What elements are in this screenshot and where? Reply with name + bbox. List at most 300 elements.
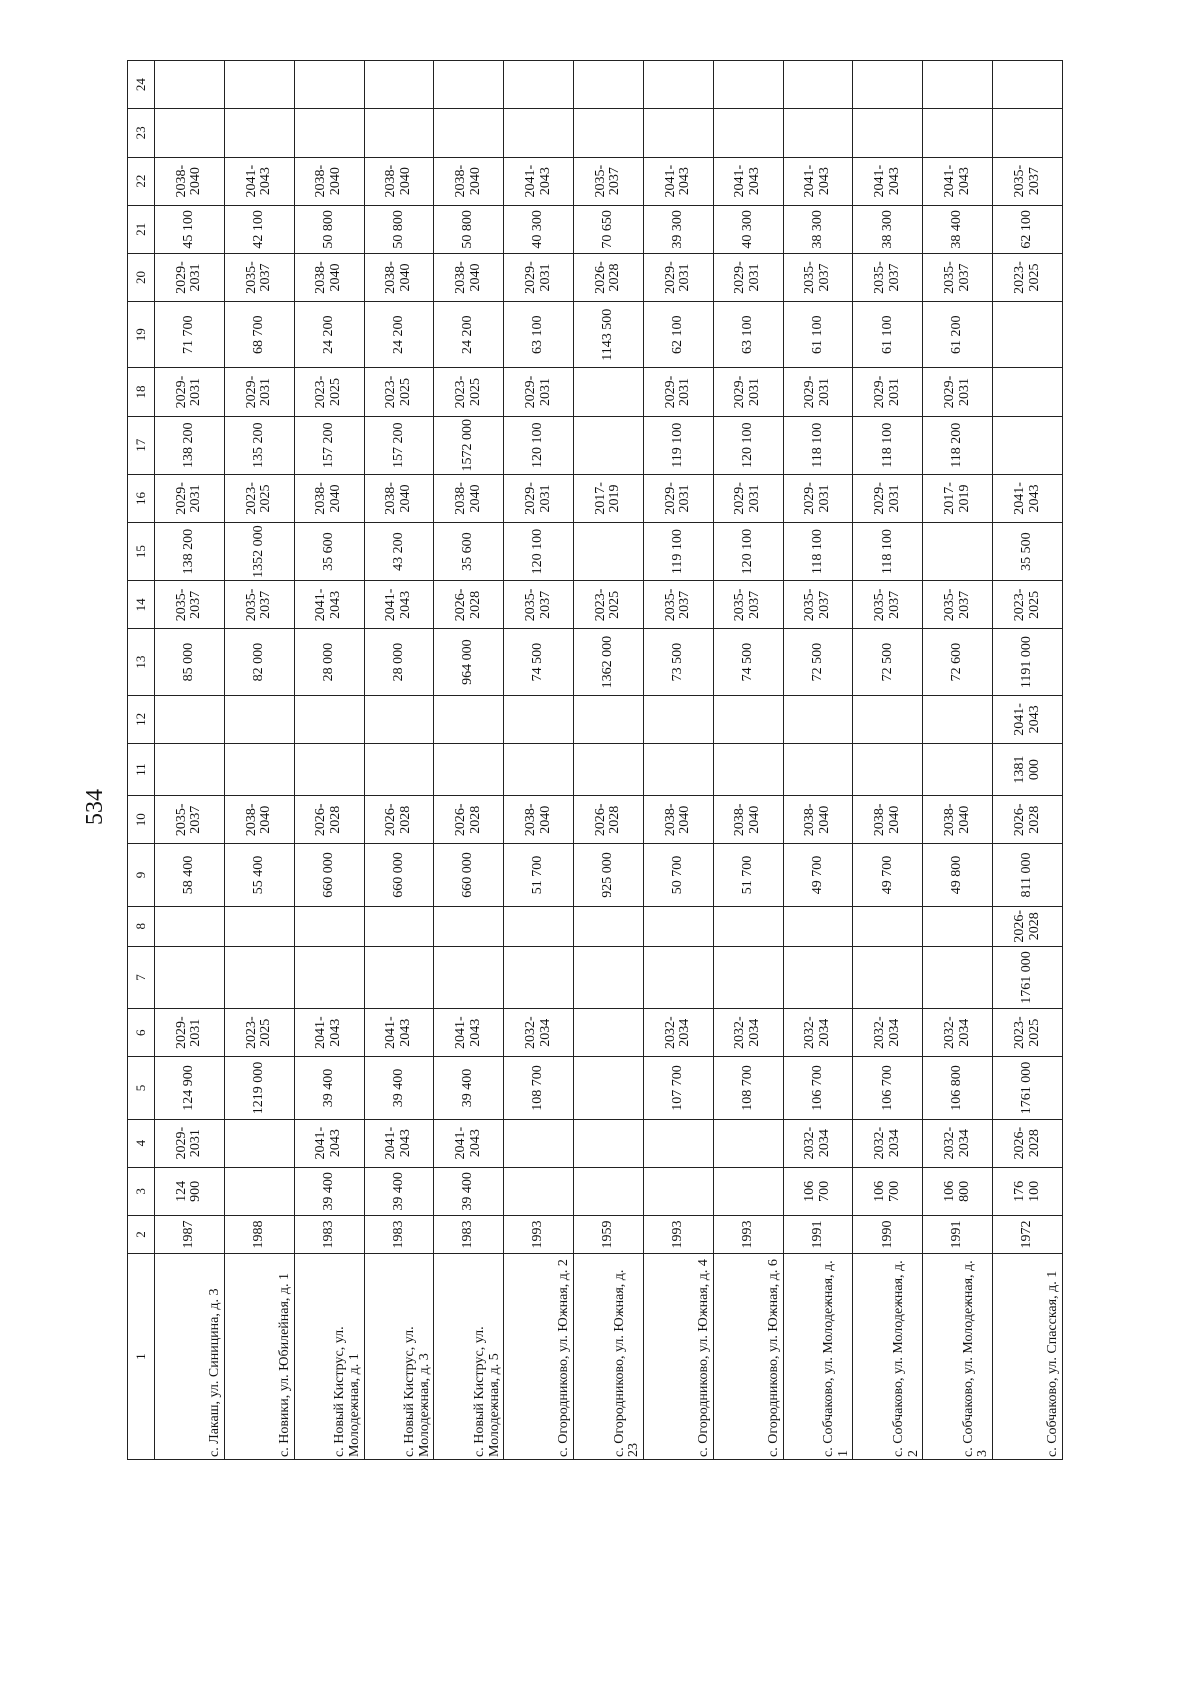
address-cell: с. Собчаково, ул. Спасская, д. 1 [993, 1254, 1063, 1460]
table-cell: 2026-2028 [993, 796, 1063, 844]
table-cell: 2029-2031 [504, 474, 574, 522]
table-cell [713, 61, 783, 109]
table-cell: 2032-2034 [853, 1009, 923, 1057]
table-row [434, 61, 504, 1460]
table-cell: 2041-2043 [853, 157, 923, 205]
table-cell: 2038-2040 [853, 796, 923, 844]
table-cell [853, 743, 923, 795]
table-cell: 2038-2040 [364, 474, 434, 522]
table-cell [224, 695, 294, 743]
table-cell [923, 523, 993, 581]
table-cell: 1993 [504, 1215, 574, 1253]
table-cell: 124 900 [155, 1057, 225, 1119]
table-cell: 38 300 [853, 205, 923, 253]
table-cell: 1381 000 [993, 743, 1063, 795]
table-cell: 2041-2043 [434, 1009, 504, 1057]
table-cell: 2029-2031 [155, 368, 225, 416]
table-cell [783, 109, 853, 157]
table-cell: 1991 [923, 1215, 993, 1253]
table-cell: 1362 000 [574, 629, 644, 695]
table-cell: 2035-2037 [155, 581, 225, 629]
table-cell [853, 695, 923, 743]
table-cell [993, 61, 1063, 109]
table-cell: 2032-2034 [923, 1009, 993, 1057]
column-header: 3 [128, 1167, 155, 1215]
header-row [128, 61, 155, 1460]
table-cell: 50 800 [294, 205, 364, 253]
table-cell: 135 200 [224, 416, 294, 474]
table-cell: 2026-2028 [993, 906, 1063, 946]
table-cell: 2023-2025 [294, 368, 364, 416]
table-cell: 2017-2019 [574, 474, 644, 522]
table-cell [643, 946, 713, 1008]
table-cell: 58 400 [155, 844, 225, 906]
table-cell: 43 200 [364, 523, 434, 581]
table-cell: 2041-2043 [364, 1119, 434, 1167]
table-cell: 42 100 [224, 205, 294, 253]
table-cell [643, 1167, 713, 1215]
table-cell: 71 700 [155, 302, 225, 368]
table-cell [643, 743, 713, 795]
column-header: 4 [128, 1119, 155, 1167]
table-cell [923, 109, 993, 157]
table-cell [574, 368, 644, 416]
table-cell [294, 61, 364, 109]
table-cell [993, 109, 1063, 157]
column-header: 19 [128, 302, 155, 368]
table-cell [155, 61, 225, 109]
table-cell: 49 700 [853, 844, 923, 906]
table-cell: 39 400 [434, 1057, 504, 1119]
table-cell: 2035-2037 [853, 253, 923, 301]
table-cell [434, 61, 504, 109]
column-header: 13 [128, 629, 155, 695]
table-cell: 2035-2037 [574, 157, 644, 205]
table-cell [574, 1167, 644, 1215]
table-cell: 74 500 [504, 629, 574, 695]
table-cell: 2035-2037 [713, 581, 783, 629]
table-cell: 38 300 [783, 205, 853, 253]
address-cell: с. Огородниково, ул. Южная, д. 23 [574, 1254, 644, 1460]
table-cell: 51 700 [713, 844, 783, 906]
table-cell [923, 743, 993, 795]
table-cell [574, 523, 644, 581]
data-table [127, 60, 1063, 1460]
table-cell [364, 695, 434, 743]
table-cell: 120 100 [713, 416, 783, 474]
table-cell: 119 100 [643, 523, 713, 581]
column-header: 6 [128, 1009, 155, 1057]
table-cell: 2041-2043 [643, 157, 713, 205]
column-header: 10 [128, 796, 155, 844]
table-cell: 2017-2019 [923, 474, 993, 522]
table-cell [783, 61, 853, 109]
table-cell: 85 000 [155, 629, 225, 695]
table-cell: 2041-2043 [923, 157, 993, 205]
table-cell: 68 700 [224, 302, 294, 368]
table-cell: 1991 [783, 1215, 853, 1253]
table-cell: 2023-2025 [364, 368, 434, 416]
table-cell [783, 743, 853, 795]
table-cell: 107 700 [643, 1057, 713, 1119]
table-cell [783, 946, 853, 1008]
table-cell [224, 61, 294, 109]
table-cell [224, 109, 294, 157]
table-cell [504, 946, 574, 1008]
table-row [923, 61, 993, 1460]
table-frame [127, 60, 1200, 1457]
table-cell: 1987 [155, 1215, 225, 1253]
table-row [713, 61, 783, 1460]
table-cell [574, 946, 644, 1008]
table-cell: 24 200 [294, 302, 364, 368]
table-cell: 2032-2034 [713, 1009, 783, 1057]
table-cell [574, 109, 644, 157]
table-cell: 40 300 [504, 205, 574, 253]
table-cell: 2029-2031 [155, 1119, 225, 1167]
table-row [155, 61, 225, 1460]
table-row [504, 61, 574, 1460]
table-cell [574, 695, 644, 743]
column-header: 11 [128, 743, 155, 795]
table-cell [294, 695, 364, 743]
table-cell: 70 650 [574, 205, 644, 253]
table-cell [643, 906, 713, 946]
table-cell: 39 400 [434, 1167, 504, 1215]
table-cell: 1143 500 [574, 302, 644, 368]
table-cell [853, 906, 923, 946]
table-cell: 2035-2037 [923, 253, 993, 301]
table-cell: 157 200 [364, 416, 434, 474]
table-cell: 2035-2037 [853, 581, 923, 629]
table-cell: 2026-2028 [574, 796, 644, 844]
table-cell: 2029-2031 [504, 368, 574, 416]
table-cell: 2029-2031 [783, 368, 853, 416]
address-cell: с. Огородниково, ул. Южная, д. 2 [504, 1254, 574, 1460]
table-cell: 2035-2037 [643, 581, 713, 629]
table-cell: 2029-2031 [643, 368, 713, 416]
table-cell: 35 600 [294, 523, 364, 581]
column-header: 16 [128, 474, 155, 522]
table-cell: 120 100 [713, 523, 783, 581]
table-row [643, 61, 713, 1460]
table-cell [713, 946, 783, 1008]
table-row [224, 61, 294, 1460]
table-cell: 2029-2031 [713, 368, 783, 416]
table-cell: 106 700 [783, 1057, 853, 1119]
table-cell: 106 700 [853, 1057, 923, 1119]
table-cell: 964 000 [434, 629, 504, 695]
table-cell [224, 1167, 294, 1215]
table-cell: 63 100 [713, 302, 783, 368]
table-cell: 106 800 [923, 1167, 993, 1215]
table-cell: 28 000 [364, 629, 434, 695]
column-header: 18 [128, 368, 155, 416]
table-cell: 50 800 [434, 205, 504, 253]
table-cell [574, 1119, 644, 1167]
table-cell: 2041-2043 [713, 157, 783, 205]
table-cell: 72 500 [853, 629, 923, 695]
table-cell: 1761 000 [993, 1057, 1063, 1119]
table-cell [713, 695, 783, 743]
table-body [155, 61, 1063, 1460]
table-cell: 24 200 [434, 302, 504, 368]
table-cell: 925 000 [574, 844, 644, 906]
table-cell [364, 109, 434, 157]
column-header: 21 [128, 205, 155, 253]
table-cell: 2026-2028 [364, 796, 434, 844]
table-cell: 2038-2040 [224, 796, 294, 844]
table-cell: 2035-2037 [224, 581, 294, 629]
table-cell [155, 946, 225, 1008]
table-cell: 2023-2025 [574, 581, 644, 629]
table-cell [713, 109, 783, 157]
table-cell: 72 600 [923, 629, 993, 695]
table-cell: 2035-2037 [993, 157, 1063, 205]
table-cell [155, 906, 225, 946]
address-cell: с. Новый Киструс, ул. Молодежная, д. 5 [434, 1254, 504, 1460]
table-cell [574, 1057, 644, 1119]
table-cell: 2023-2025 [224, 1009, 294, 1057]
table-cell: 120 100 [504, 523, 574, 581]
table-cell: 2038-2040 [155, 157, 225, 205]
table-cell: 2041-2043 [993, 695, 1063, 743]
table-cell: 35 600 [434, 523, 504, 581]
table-cell [574, 61, 644, 109]
table-cell: 2029-2031 [643, 253, 713, 301]
table-cell: 1990 [853, 1215, 923, 1253]
table-cell: 2041-2043 [434, 1119, 504, 1167]
table-cell: 157 200 [294, 416, 364, 474]
table-cell: 62 100 [643, 302, 713, 368]
table-cell [504, 906, 574, 946]
table-cell: 2023-2025 [993, 1009, 1063, 1057]
table-cell: 49 700 [783, 844, 853, 906]
address-cell: с. Собчаково, ул. Молодежная, д. 3 [923, 1254, 993, 1460]
table-cell [713, 1119, 783, 1167]
table-cell [993, 302, 1063, 368]
table-cell [923, 61, 993, 109]
table-cell [853, 61, 923, 109]
table-cell: 50 700 [643, 844, 713, 906]
table-cell: 1572 000 [434, 416, 504, 474]
table-cell [364, 61, 434, 109]
table-cell: 2041-2043 [294, 1009, 364, 1057]
table-cell [294, 906, 364, 946]
table-cell [294, 743, 364, 795]
table-cell [364, 906, 434, 946]
table-cell: 2041-2043 [294, 581, 364, 629]
table-cell: 2038-2040 [504, 796, 574, 844]
table-cell [224, 743, 294, 795]
table-cell: 2023-2025 [224, 474, 294, 522]
table-cell: 118 100 [783, 523, 853, 581]
table-cell: 2038-2040 [643, 796, 713, 844]
table-cell: 72 500 [783, 629, 853, 695]
page-number: 534 [82, 789, 108, 825]
table-cell: 2029-2031 [643, 474, 713, 522]
column-header: 20 [128, 253, 155, 301]
table-cell: 1993 [713, 1215, 783, 1253]
table-cell: 50 800 [364, 205, 434, 253]
table-cell: 2038-2040 [294, 157, 364, 205]
table-cell: 74 500 [713, 629, 783, 695]
table-cell: 2029-2031 [783, 474, 853, 522]
table-cell: 138 200 [155, 523, 225, 581]
table-cell: 35 500 [993, 523, 1063, 581]
table-cell: 39 300 [643, 205, 713, 253]
address-cell: с. Новый Киструс, ул. Молодежная, д. 3 [364, 1254, 434, 1460]
table-cell [434, 695, 504, 743]
table-cell: 811 000 [993, 844, 1063, 906]
table-cell: 82 000 [224, 629, 294, 695]
table-cell: 2038-2040 [434, 474, 504, 522]
table-cell [923, 946, 993, 1008]
table-cell [155, 109, 225, 157]
table-cell [713, 743, 783, 795]
table-cell [574, 416, 644, 474]
table-cell [504, 1119, 574, 1167]
table-cell [224, 1119, 294, 1167]
table-cell: 39 400 [364, 1167, 434, 1215]
table-cell: 660 000 [434, 844, 504, 906]
table-cell: 2029-2031 [853, 368, 923, 416]
table-cell [294, 109, 364, 157]
table-cell [643, 695, 713, 743]
table-cell: 38 400 [923, 205, 993, 253]
column-header: 9 [128, 844, 155, 906]
table-cell: 2032-2034 [783, 1119, 853, 1167]
table-cell: 2038-2040 [364, 157, 434, 205]
table-cell: 1191 000 [993, 629, 1063, 695]
table-cell: 61 100 [853, 302, 923, 368]
table-cell: 2026-2028 [993, 1119, 1063, 1167]
table-cell [434, 906, 504, 946]
table-cell [224, 906, 294, 946]
table-cell: 24 200 [364, 302, 434, 368]
table-cell [364, 743, 434, 795]
table-cell: 2035-2037 [783, 253, 853, 301]
table-cell: 119 100 [643, 416, 713, 474]
table-cell: 2035-2037 [923, 581, 993, 629]
table-cell: 118 200 [923, 416, 993, 474]
table-cell [643, 1119, 713, 1167]
address-cell: с. Огородниково, ул. Южная, д. 4 [643, 1254, 713, 1460]
table-cell: 2035-2037 [504, 581, 574, 629]
column-header: 24 [128, 61, 155, 109]
table-row [853, 61, 923, 1460]
table-cell: 1761 000 [993, 946, 1063, 1008]
table-cell [155, 743, 225, 795]
table-cell: 49 800 [923, 844, 993, 906]
table-cell [504, 743, 574, 795]
table-cell: 2035-2037 [783, 581, 853, 629]
table-cell: 1219 000 [224, 1057, 294, 1119]
table-cell: 1993 [643, 1215, 713, 1253]
address-cell: с. Новый Киструс, ул. Молодежная, д. 1 [294, 1254, 364, 1460]
rotated-table-wrapper [127, 60, 1063, 1460]
table-cell [853, 946, 923, 1008]
table-cell: 2041-2043 [224, 157, 294, 205]
table-cell: 106 700 [783, 1167, 853, 1215]
column-header: 5 [128, 1057, 155, 1119]
column-header: 23 [128, 109, 155, 157]
table-cell: 28 000 [294, 629, 364, 695]
table-cell: 1983 [294, 1215, 364, 1253]
table-cell: 2041-2043 [364, 581, 434, 629]
table-cell: 2032-2034 [504, 1009, 574, 1057]
table-cell [783, 695, 853, 743]
table-cell [155, 695, 225, 743]
table-cell: 2041-2043 [993, 474, 1063, 522]
table-cell [713, 906, 783, 946]
table-cell: 108 700 [713, 1057, 783, 1119]
column-header: 1 [128, 1254, 155, 1460]
table-cell: 2026-2028 [294, 796, 364, 844]
table-cell: 2038-2040 [783, 796, 853, 844]
table-row [364, 61, 434, 1460]
table-cell: 2038-2040 [923, 796, 993, 844]
table-cell: 2029-2031 [853, 474, 923, 522]
table-cell [364, 946, 434, 1008]
table-cell [993, 416, 1063, 474]
table-cell: 51 700 [504, 844, 574, 906]
table-cell: 2035-2037 [155, 796, 225, 844]
table-cell: 73 500 [643, 629, 713, 695]
table-cell: 2029-2031 [224, 368, 294, 416]
table-cell: 120 100 [504, 416, 574, 474]
table-cell: 1988 [224, 1215, 294, 1253]
table-cell: 61 100 [783, 302, 853, 368]
table-row [993, 61, 1063, 1460]
table-cell: 2032-2034 [853, 1119, 923, 1167]
table-cell: 2029-2031 [504, 253, 574, 301]
address-cell: с. Лакаш, ул. Синицина, д. 3 [155, 1254, 225, 1460]
table-cell [574, 906, 644, 946]
table-cell: 2029-2031 [713, 253, 783, 301]
table-cell: 2038-2040 [713, 796, 783, 844]
table-cell: 2029-2031 [155, 474, 225, 522]
column-header: 14 [128, 581, 155, 629]
table-cell: 106 700 [853, 1167, 923, 1215]
table-cell [504, 1167, 574, 1215]
table-cell: 2041-2043 [364, 1009, 434, 1057]
table-cell [713, 1167, 783, 1215]
table-row [783, 61, 853, 1460]
table-cell: 2029-2031 [155, 253, 225, 301]
table-cell [574, 743, 644, 795]
table-cell [224, 946, 294, 1008]
table-cell: 176 100 [993, 1167, 1063, 1215]
table-cell [643, 61, 713, 109]
address-cell: с. Новики, ул. Юбилейная, д. 1 [224, 1254, 294, 1460]
column-header: 22 [128, 157, 155, 205]
table-row [294, 61, 364, 1460]
table-cell: 1983 [434, 1215, 504, 1253]
table-cell: 2038-2040 [294, 474, 364, 522]
table-cell: 2026-2028 [434, 796, 504, 844]
table-cell: 2038-2040 [434, 253, 504, 301]
address-cell: с. Собчаково, ул. Молодежная, д. 1 [783, 1254, 853, 1460]
table-cell: 62 100 [993, 205, 1063, 253]
table-cell: 2029-2031 [155, 1009, 225, 1057]
table-cell: 39 400 [364, 1057, 434, 1119]
table-cell [643, 109, 713, 157]
table-cell: 2041-2043 [294, 1119, 364, 1167]
table-cell: 1959 [574, 1215, 644, 1253]
table-cell: 2023-2025 [993, 581, 1063, 629]
table-row [574, 61, 644, 1460]
